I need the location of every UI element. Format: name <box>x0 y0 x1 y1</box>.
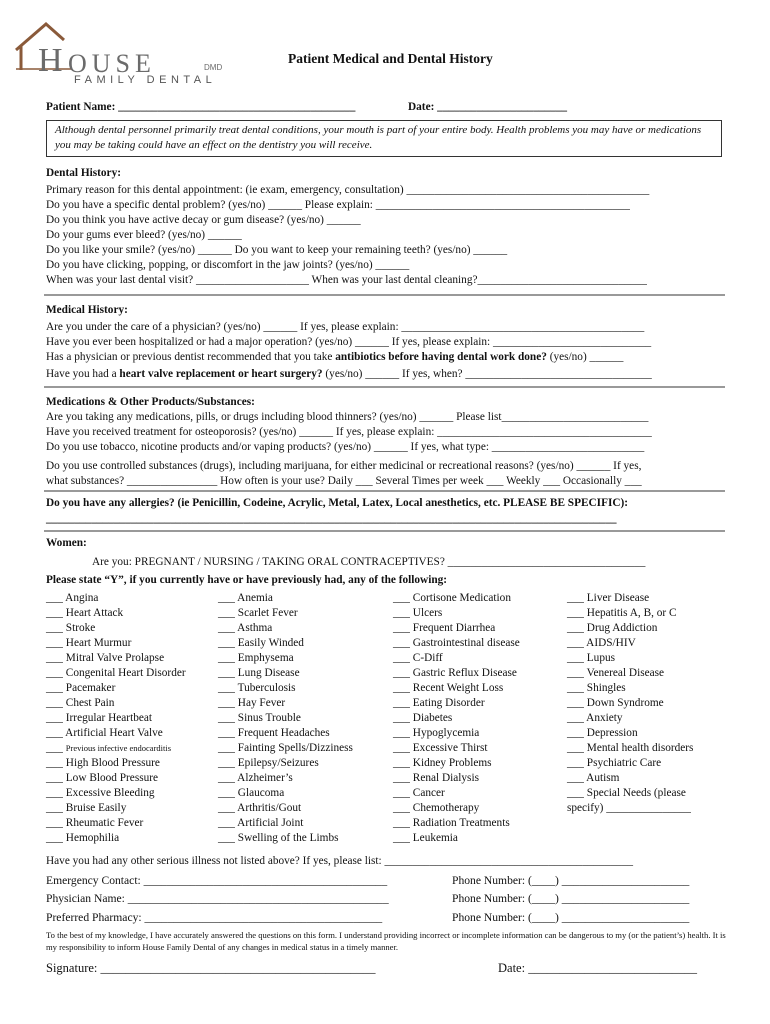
medical-line[interactable]: Have you ever been hospitalized or had a major operation? (yes/no) ______ If yes, please explain: ____________________________ <box>46 336 652 348</box>
condition-blank[interactable]: ___ <box>393 757 413 769</box>
condition-label: Psychiatric Care <box>586 757 662 769</box>
condition-item[interactable] <box>218 831 353 846</box>
condition-item[interactable] <box>46 621 186 636</box>
condition-item[interactable] <box>46 666 186 681</box>
condition-item[interactable] <box>393 771 520 786</box>
antibiotics-bold: antibiotics before having dental work done? <box>335 351 547 363</box>
condition-item[interactable] <box>218 681 353 696</box>
condition-item[interactable] <box>567 636 693 651</box>
intro-notice: Although dental personnel primarily treat dental conditions, your mouth is part of your entire body. Health problems you may have or medications you may be taking could have an effect on the dentistry you will receive. <box>46 120 722 157</box>
condition-item[interactable] <box>46 741 186 756</box>
condition-blank[interactable]: ___ <box>218 742 238 754</box>
condition-item[interactable] <box>567 786 693 801</box>
condition-label: Irregular Heartbeat <box>65 712 153 724</box>
condition-blank[interactable]: ___ <box>46 607 66 619</box>
condition-label: Chest Pain <box>65 697 115 709</box>
medication-line[interactable]: Have you received treatment for osteoporosis? (yes/no) ______ If yes, please explain: ______________________________________ <box>46 426 652 438</box>
condition-item[interactable] <box>218 801 353 816</box>
condition-blank[interactable]: ___ <box>393 592 413 604</box>
condition-item[interactable] <box>46 606 186 621</box>
condition-label: Stroke <box>65 622 96 634</box>
logo-initial: H <box>38 42 63 79</box>
condition-blank[interactable]: ___ <box>567 607 587 619</box>
condition-label: Hemophilia <box>65 832 120 844</box>
condition-blank[interactable]: ___ <box>393 652 413 664</box>
condition-blank[interactable]: ___ <box>218 787 238 799</box>
condition-label: High Blood Pressure <box>65 757 160 769</box>
condition-label: Special Needs (please <box>586 787 686 799</box>
antibiotics-text: Has a physician or previous dentist recommended that you take <box>46 351 336 363</box>
logo-family-dental: FAMILY DENTAL <box>74 74 217 86</box>
condition-label: Eating Disorder <box>412 697 485 709</box>
condition-blank[interactable]: ___ <box>218 667 238 679</box>
conditions-column-3 <box>393 591 520 846</box>
condition-item[interactable] <box>567 666 693 681</box>
condition-label: Low Blood Pressure <box>65 772 159 784</box>
condition-label: Artificial Heart Valve <box>65 727 163 739</box>
condition-label: Excessive Bleeding <box>65 787 155 799</box>
condition-blank[interactable]: ___ <box>46 682 66 694</box>
condition-label: Hay Fever <box>237 697 286 709</box>
condition-label: Lung Disease <box>237 667 300 679</box>
condition-blank[interactable]: ___ <box>46 712 66 724</box>
condition-label: Sinus Trouble <box>237 712 301 724</box>
allergies-question: Do you have any allergies? (ie Penicillin, Codeine, Acrylic, Metal, Latex, Local anesthetics, etc. PLEASE BE SPECIFIC): <box>46 497 629 509</box>
condition-item[interactable] <box>393 651 520 666</box>
condition-label: Mitral Valve Prolapse <box>65 652 165 664</box>
condition-label: Mental health disorders <box>586 742 694 754</box>
condition-item[interactable] <box>393 816 520 831</box>
condition-item[interactable] <box>46 726 186 741</box>
condition-label: Scarlet Fever <box>237 607 298 619</box>
condition-item[interactable] <box>46 771 186 786</box>
women-heading: Women: <box>46 537 87 549</box>
condition-blank[interactable]: ___ <box>46 802 66 814</box>
condition-label: Radiation Treatments <box>412 817 510 829</box>
condition-label: Depression <box>586 727 638 739</box>
special-needs-specify[interactable]: specify) _______________ <box>567 802 691 814</box>
condition-blank[interactable]: ___ <box>393 682 413 694</box>
conditions-column-1 <box>46 591 186 846</box>
heart-valve-question[interactable] <box>46 367 652 382</box>
house-family-dental-logo <box>14 20 254 92</box>
condition-label: Glaucoma <box>237 787 285 799</box>
condition-item[interactable] <box>218 591 353 606</box>
condition-blank[interactable]: ___ <box>46 772 66 784</box>
condition-item[interactable] <box>567 756 693 771</box>
controlled-substances-line[interactable]: what substances? ________________ How often is your use? Daily ___ Several Times per week ___ Weekly ___ Occasionally ___ <box>46 475 642 487</box>
condition-label: Hypoglycemia <box>412 727 480 739</box>
condition-item[interactable] <box>46 651 186 666</box>
condition-label: Previous infective endocarditis <box>65 743 172 753</box>
condition-blank[interactable]: ___ <box>46 592 66 604</box>
signature-field[interactable]: Signature: ____________________________________________ <box>46 961 376 975</box>
condition-item[interactable] <box>393 786 520 801</box>
condition-label: Lupus <box>586 652 616 664</box>
condition-item[interactable] <box>218 696 353 711</box>
condition-label: Anemia <box>237 592 273 604</box>
condition-label: Epilepsy/Seizures <box>237 757 319 769</box>
condition-item[interactable] <box>46 756 186 771</box>
condition-blank[interactable]: ___ <box>46 727 66 739</box>
condition-blank[interactable]: ___ <box>393 772 413 784</box>
condition-blank[interactable]: ___ <box>393 832 413 844</box>
pharmacy-phone-field[interactable]: Phone Number: (____) ______________________ <box>452 911 690 924</box>
condition-label: Ulcers <box>412 607 443 619</box>
condition-label: Bruise Easily <box>65 802 127 814</box>
condition-blank[interactable]: ___ <box>218 682 238 694</box>
condition-item[interactable] <box>218 711 353 726</box>
condition-item[interactable] <box>567 771 693 786</box>
condition-blank[interactable]: ___ <box>46 742 66 754</box>
condition-item[interactable] <box>567 606 693 621</box>
condition-blank[interactable]: ___ <box>218 832 238 844</box>
condition-label: Leukemia <box>412 832 458 844</box>
condition-blank[interactable]: ___ <box>393 712 413 724</box>
condition-label: C-Diff <box>412 652 443 664</box>
condition-blank[interactable]: ___ <box>46 667 66 679</box>
condition-label: Autism <box>586 772 620 784</box>
condition-label: Asthma <box>237 622 273 634</box>
condition-item[interactable] <box>46 681 186 696</box>
condition-blank[interactable]: ___ <box>218 592 238 604</box>
medication-line[interactable]: Do you use tobacco, nicotine products and/or vaping products? (yes/no) ______ If yes, what type: ___________________________ <box>46 441 645 453</box>
condition-label: Gastrointestinal disease <box>412 637 520 649</box>
condition-item[interactable] <box>567 696 693 711</box>
condition-item[interactable] <box>46 636 186 651</box>
condition-item[interactable] <box>393 756 520 771</box>
dental-line[interactable]: When was your last dental visit? ____________________ When was your last dental cleaning?______________________________ <box>46 274 647 286</box>
condition-item[interactable] <box>218 756 353 771</box>
condition-label: Diabetes <box>412 712 453 724</box>
condition-blank[interactable]: ___ <box>218 697 238 709</box>
condition-blank[interactable]: ___ <box>218 712 238 724</box>
condition-blank[interactable]: ___ <box>393 742 413 754</box>
condition-blank[interactable]: ___ <box>393 802 413 814</box>
condition-item[interactable] <box>567 681 693 696</box>
condition-item[interactable] <box>393 801 520 816</box>
condition-label: Shingles <box>586 682 626 694</box>
condition-label: Renal Dialysis <box>412 772 479 784</box>
conditions-column-2 <box>218 591 353 846</box>
condition-item[interactable] <box>393 621 520 636</box>
condition-blank[interactable]: ___ <box>393 637 413 649</box>
condition-blank[interactable]: ___ <box>46 652 66 664</box>
dental-line[interactable]: Do your gums ever bleed? (yes/no) ______ <box>46 229 242 241</box>
emergency-phone-field[interactable]: Phone Number: (____) ______________________ <box>452 874 690 887</box>
condition-item[interactable] <box>393 741 520 756</box>
section-divider <box>44 530 725 532</box>
condition-item[interactable] <box>393 726 520 741</box>
condition-blank[interactable]: ___ <box>218 727 238 739</box>
condition-blank[interactable]: ___ <box>393 667 413 679</box>
condition-label: Emphysema <box>237 652 294 664</box>
condition-blank[interactable]: ___ <box>567 622 587 634</box>
condition-label: Fainting Spells/Dizziness <box>237 742 353 754</box>
condition-item[interactable] <box>218 741 353 756</box>
condition-blank[interactable]: ___ <box>567 727 587 739</box>
condition-label: Arthritis/Gout <box>237 802 302 814</box>
condition-blank[interactable]: ___ <box>46 817 66 829</box>
condition-label: Alzheimer’s <box>237 772 293 784</box>
condition-blank[interactable]: ___ <box>218 622 238 634</box>
condition-blank[interactable]: ___ <box>393 607 413 619</box>
condition-item[interactable] <box>393 636 520 651</box>
condition-item[interactable] <box>393 606 520 621</box>
condition-blank[interactable]: ___ <box>46 832 66 844</box>
condition-blank[interactable]: ___ <box>393 817 413 829</box>
condition-blank[interactable]: ___ <box>567 787 587 799</box>
heart-valve-bold: heart valve replacement or heart surgery? <box>119 368 323 380</box>
condition-item[interactable] <box>218 726 353 741</box>
condition-label: Hepatitis A, B, or C <box>586 607 677 619</box>
condition-blank[interactable]: ___ <box>393 787 413 799</box>
condition-item[interactable] <box>567 591 693 606</box>
condition-item[interactable] <box>46 816 186 831</box>
condition-item[interactable] <box>46 801 186 816</box>
condition-item[interactable] <box>46 786 186 801</box>
section-divider <box>44 294 725 296</box>
dental-line[interactable]: Do you have a specific dental problem? (yes/no) ______ Please explain: _____________________________________________ <box>46 199 630 211</box>
condition-item[interactable] <box>393 681 520 696</box>
physician-phone-field[interactable]: Phone Number: (____) ______________________ <box>452 892 690 905</box>
condition-label: Down Syndrome <box>586 697 664 709</box>
controlled-substances-line[interactable]: Do you use controlled substances (drugs), including marijuana, for either medicinal or recreational reasons? (yes/no) ______ If yes, <box>46 460 642 472</box>
condition-blank[interactable]: ___ <box>218 817 238 829</box>
condition-blank[interactable]: ___ <box>218 757 238 769</box>
condition-blank[interactable]: ___ <box>567 772 587 784</box>
condition-label: Gastric Reflux Disease <box>412 667 517 679</box>
condition-blank[interactable]: ___ <box>567 592 587 604</box>
condition-item[interactable] <box>218 636 353 651</box>
page-title: Patient Medical and Dental History <box>288 51 493 66</box>
condition-label: AIDS/HIV <box>586 637 636 649</box>
condition-blank[interactable]: ___ <box>218 637 238 649</box>
condition-blank[interactable]: ___ <box>567 637 587 649</box>
pharmacy-field[interactable]: Preferred Pharmacy: _________________________________________ <box>46 911 383 924</box>
condition-label: Swelling of the Limbs <box>237 832 339 844</box>
condition-blank[interactable]: ___ <box>46 757 66 769</box>
medical-history-heading: Medical History: <box>46 304 128 316</box>
condition-blank[interactable]: ___ <box>393 727 413 739</box>
condition-item[interactable] <box>567 651 693 666</box>
condition-label: Liver Disease <box>586 592 650 604</box>
pregnancy-question[interactable]: Are you: PREGNANT / NURSING / TAKING ORAL CONTRACEPTIVES? ___________________________________ <box>92 556 646 568</box>
emergency-contact-field[interactable]: Emergency Contact: __________________________________________ <box>46 874 388 887</box>
condition-blank[interactable]: ___ <box>567 742 587 754</box>
condition-item[interactable] <box>46 831 186 846</box>
heart-valve-answer: (yes/no) ______ If yes, when? _________________________________ <box>322 368 652 380</box>
antibiotics-question[interactable] <box>46 350 623 365</box>
condition-item[interactable] <box>46 591 186 606</box>
condition-blank[interactable]: ___ <box>46 697 66 709</box>
condition-label: Cancer <box>412 787 445 799</box>
condition-label: Excessive Thirst <box>412 742 488 754</box>
condition-item[interactable] <box>218 666 353 681</box>
condition-item[interactable] <box>567 621 693 636</box>
condition-blank[interactable]: ___ <box>218 772 238 784</box>
allergies-field[interactable]: _____________________________________________________________________________________________________ <box>46 513 617 525</box>
condition-blank[interactable]: ___ <box>567 652 587 664</box>
condition-blank[interactable]: ___ <box>218 802 238 814</box>
section-divider <box>44 386 725 388</box>
condition-label: Drug Addiction <box>586 622 658 634</box>
condition-label: Frequent Headaches <box>237 727 330 739</box>
condition-label: Artificial Joint <box>237 817 304 829</box>
condition-blank[interactable]: ___ <box>218 607 238 619</box>
condition-item[interactable] <box>393 666 520 681</box>
patient-name-field[interactable]: Patient Name: __________________________________________ <box>46 101 356 113</box>
condition-label: Pacemaker <box>65 682 116 694</box>
logo-house: OUSE <box>68 49 156 78</box>
condition-label: Venereal Disease <box>586 667 665 679</box>
dental-line[interactable]: Do you like your smile? (yes/no) ______ Do you want to keep your remaining teeth? (yes/no) ______ <box>46 244 508 256</box>
other-illness-field[interactable]: Have you had any other serious illness not listed above? If yes, please list: ____________________________________________ <box>46 855 634 867</box>
condition-blank[interactable]: ___ <box>393 622 413 634</box>
physician-name-field[interactable]: Physician Name: _____________________________________________ <box>46 892 389 905</box>
condition-item[interactable] <box>218 651 353 666</box>
conditions-column-4 <box>567 591 693 816</box>
dental-history-heading: Dental History: <box>46 167 121 179</box>
condition-item[interactable] <box>46 711 186 726</box>
condition-label: Rheumatic Fever <box>65 817 144 829</box>
condition-blank[interactable]: ___ <box>218 652 238 664</box>
condition-blank[interactable]: ___ <box>393 697 413 709</box>
condition-blank[interactable]: ___ <box>46 787 66 799</box>
signature-date-field[interactable]: Date: ___________________________ <box>498 961 697 975</box>
condition-item[interactable] <box>393 696 520 711</box>
condition-blank[interactable]: ___ <box>46 637 66 649</box>
dental-line[interactable]: Primary reason for this dental appointment: (ie exam, emergency, consultation) ___________________________________________ <box>46 184 650 196</box>
medications-heading: Medications & Other Products/Substances: <box>46 396 255 408</box>
condition-blank[interactable]: ___ <box>46 622 66 634</box>
condition-blank[interactable]: ___ <box>567 757 587 769</box>
condition-label: Chemotherapy <box>412 802 480 814</box>
condition-item[interactable] <box>218 771 353 786</box>
condition-item[interactable] <box>393 711 520 726</box>
condition-label: Heart Murmur <box>65 637 132 649</box>
condition-label: Tuberculosis <box>237 682 296 694</box>
dental-line[interactable]: Do you think you have active decay or gum disease? (yes/no) ______ <box>46 214 361 226</box>
condition-item[interactable] <box>218 816 353 831</box>
date-field[interactable]: Date: _______________________ <box>408 101 568 113</box>
condition-blank[interactable]: ___ <box>567 712 587 724</box>
condition-label: Easily Winded <box>237 637 304 649</box>
condition-label: Frequent Diarrhea <box>412 622 496 634</box>
dental-line[interactable]: Do you have clicking, popping, or discomfort in the jaw joints? (yes/no) ______ <box>46 259 410 271</box>
condition-label: Cortisone Medication <box>412 592 511 604</box>
condition-label: Congenital Heart Disorder <box>65 667 186 679</box>
condition-label: Kidney Problems <box>412 757 492 769</box>
attestation-text: To the best of my knowledge, I have accurately answered the questions on this form. I understand providing incorrect or incomplete information can be dangerous to my (or the patient’s) health. It is my responsibility to inform House Family Dental of any changes in medical status in a timely manner. <box>46 930 726 952</box>
conditions-instruction: Please state “Y”, if you currently have or have previously had, any of the following: <box>46 574 448 586</box>
condition-item[interactable] <box>393 831 520 846</box>
logo-dmd: DMD <box>204 63 223 72</box>
condition-item[interactable] <box>218 606 353 621</box>
heart-valve-text: Have you had a <box>46 368 120 380</box>
condition-item[interactable] <box>46 696 186 711</box>
condition-blank[interactable]: ___ <box>567 667 587 679</box>
condition-blank[interactable]: ___ <box>567 697 587 709</box>
medication-line[interactable]: Are you taking any medications, pills, or drugs including blood thinners? (yes/no) ______ Please list__________________________ <box>46 411 649 423</box>
antibiotics-answer: (yes/no) ______ <box>546 351 624 363</box>
condition-blank[interactable]: ___ <box>567 682 587 694</box>
condition-label: Anxiety <box>586 712 623 724</box>
medical-line[interactable]: Are you under the care of a physician? (yes/no) ______ If yes, please explain: ___________________________________________ <box>46 321 645 333</box>
section-divider <box>44 490 725 492</box>
condition-label: Heart Attack <box>65 607 124 619</box>
condition-label: Angina <box>65 592 99 604</box>
condition-item[interactable] <box>567 726 693 741</box>
condition-item[interactable] <box>567 741 693 756</box>
condition-item[interactable] <box>218 786 353 801</box>
condition-item[interactable] <box>393 591 520 606</box>
condition-item[interactable] <box>567 711 693 726</box>
condition-label: Recent Weight Loss <box>412 682 504 694</box>
condition-item[interactable] <box>218 621 353 636</box>
